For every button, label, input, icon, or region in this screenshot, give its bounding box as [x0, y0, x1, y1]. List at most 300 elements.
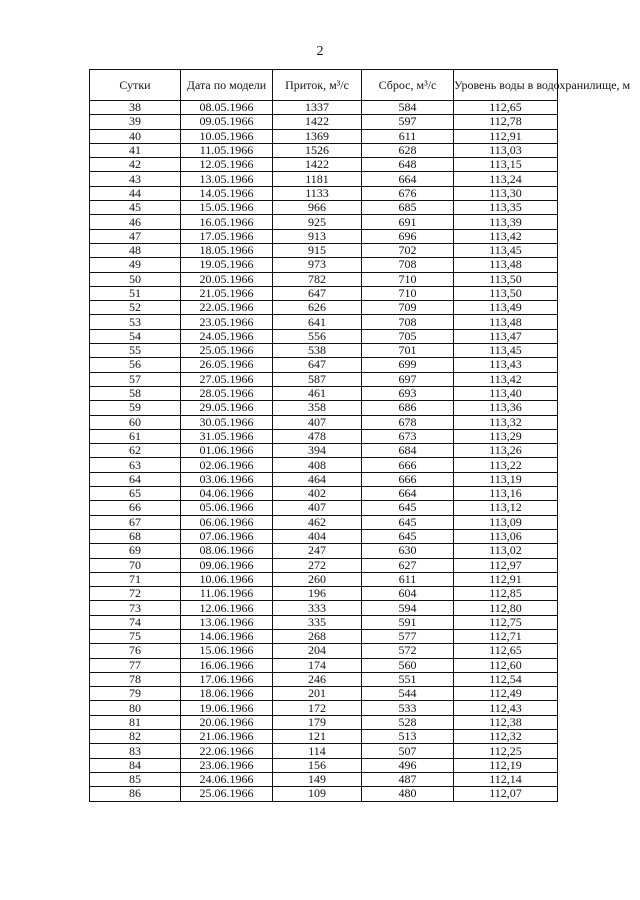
cell-inflow: 1133: [273, 186, 362, 200]
table-row: [90, 458, 558, 472]
cell-inflow: 172: [273, 701, 362, 715]
cell-inflow: 260: [273, 572, 362, 586]
cell-water-level: 113,48: [454, 258, 558, 272]
cell-model-date: 14.05.1966: [181, 186, 273, 200]
cell-model-date: 13.05.1966: [181, 172, 273, 186]
cell-water-level: 112,91: [454, 129, 558, 143]
cell-day: 57: [90, 372, 181, 386]
cell-water-level: 113,02: [454, 544, 558, 558]
cell-inflow: 201: [273, 687, 362, 701]
cell-model-date: 28.05.1966: [181, 386, 273, 400]
cell-inflow: 174: [273, 658, 362, 672]
table-row: [90, 215, 558, 229]
cell-model-date: 01.06.1966: [181, 444, 273, 458]
cell-model-date: 20.06.1966: [181, 715, 273, 729]
cell-water-level: 113,15: [454, 158, 558, 172]
table-body: [90, 101, 558, 802]
cell-discharge: 577: [362, 629, 454, 643]
cell-day: 56: [90, 358, 181, 372]
table-row: [90, 744, 558, 758]
cell-discharge: 507: [362, 744, 454, 758]
cell-discharge: 666: [362, 472, 454, 486]
cell-water-level: 113,30: [454, 186, 558, 200]
cell-model-date: 14.06.1966: [181, 629, 273, 643]
cell-discharge: 673: [362, 429, 454, 443]
cell-model-date: 12.05.1966: [181, 158, 273, 172]
cell-day: 72: [90, 587, 181, 601]
cell-inflow: 538: [273, 344, 362, 358]
cell-day: 84: [90, 758, 181, 772]
table-row: [90, 329, 558, 343]
cell-day: 38: [90, 101, 181, 115]
table-row: [90, 186, 558, 200]
cell-inflow: 1526: [273, 143, 362, 157]
cell-day: 53: [90, 315, 181, 329]
cell-discharge: 686: [362, 401, 454, 415]
cell-water-level: 112,25: [454, 744, 558, 758]
cell-inflow: 268: [273, 629, 362, 643]
cell-water-level: 113,12: [454, 501, 558, 515]
table-row: [90, 101, 558, 115]
cell-day: 71: [90, 572, 181, 586]
cell-water-level: 113,42: [454, 372, 558, 386]
cell-day: 70: [90, 558, 181, 572]
cell-discharge: 628: [362, 143, 454, 157]
cell-model-date: 15.05.1966: [181, 201, 273, 215]
table-row: [90, 129, 558, 143]
cell-model-date: 04.06.1966: [181, 487, 273, 501]
cell-model-date: 26.05.1966: [181, 358, 273, 372]
cell-inflow: 478: [273, 429, 362, 443]
cell-discharge: 513: [362, 730, 454, 744]
cell-inflow: 913: [273, 229, 362, 243]
cell-water-level: 112,38: [454, 715, 558, 729]
cell-discharge: 685: [362, 201, 454, 215]
cell-model-date: 08.05.1966: [181, 101, 273, 115]
cell-day: 40: [90, 129, 181, 143]
table-row: [90, 758, 558, 772]
cell-water-level: 113,22: [454, 458, 558, 472]
cell-model-date: 18.05.1966: [181, 243, 273, 257]
cell-water-level: 112,32: [454, 730, 558, 744]
cell-discharge: 544: [362, 687, 454, 701]
cell-day: 59: [90, 401, 181, 415]
cell-inflow: 556: [273, 329, 362, 343]
table-row: [90, 529, 558, 543]
cell-day: 48: [90, 243, 181, 257]
cell-discharge: 645: [362, 515, 454, 529]
cell-discharge: 710: [362, 286, 454, 300]
cell-inflow: 204: [273, 644, 362, 658]
cell-inflow: 121: [273, 730, 362, 744]
cell-day: 85: [90, 772, 181, 786]
cell-discharge: 594: [362, 601, 454, 615]
cell-water-level: 113,49: [454, 301, 558, 315]
table-row: [90, 658, 558, 672]
table-row: [90, 258, 558, 272]
cell-day: 66: [90, 501, 181, 515]
cell-water-level: 112,60: [454, 658, 558, 672]
cell-discharge: 699: [362, 358, 454, 372]
cell-day: 79: [90, 687, 181, 701]
table-row: [90, 243, 558, 257]
cell-water-level: 112,07: [454, 787, 558, 801]
cell-day: 49: [90, 258, 181, 272]
cell-water-level: 112,91: [454, 572, 558, 586]
table-row: [90, 143, 558, 157]
header-day: Сутки: [90, 70, 181, 101]
cell-discharge: 551: [362, 672, 454, 686]
cell-water-level: 112,19: [454, 758, 558, 772]
cell-model-date: 19.06.1966: [181, 701, 273, 715]
cell-water-level: 113,40: [454, 386, 558, 400]
table-row: [90, 272, 558, 286]
cell-water-level: 113,16: [454, 487, 558, 501]
page-number: 2: [316, 44, 324, 59]
cell-water-level: 113,45: [454, 243, 558, 257]
reservoir-data-table: [89, 69, 631, 802]
cell-inflow: 1337: [273, 101, 362, 115]
cell-model-date: 12.06.1966: [181, 601, 273, 615]
cell-day: 46: [90, 215, 181, 229]
cell-water-level: 112,75: [454, 615, 558, 629]
cell-model-date: 29.05.1966: [181, 401, 273, 415]
cell-discharge: 630: [362, 544, 454, 558]
cell-day: 58: [90, 386, 181, 400]
cell-model-date: 18.06.1966: [181, 687, 273, 701]
cell-day: 86: [90, 787, 181, 801]
cell-model-date: 20.05.1966: [181, 272, 273, 286]
table-row: [90, 687, 558, 701]
table-row: [90, 629, 558, 643]
table-row: [90, 672, 558, 686]
cell-discharge: 591: [362, 615, 454, 629]
cell-discharge: 645: [362, 501, 454, 515]
header-inflow: Приток, м³/с: [273, 70, 362, 101]
cell-day: 73: [90, 601, 181, 615]
cell-discharge: 487: [362, 772, 454, 786]
cell-water-level: 113,35: [454, 201, 558, 215]
table-row: [90, 501, 558, 515]
cell-discharge: 696: [362, 229, 454, 243]
header-model-date: Дата по модели: [181, 70, 273, 101]
cell-day: 64: [90, 472, 181, 486]
cell-discharge: 645: [362, 529, 454, 543]
cell-day: 43: [90, 172, 181, 186]
cell-discharge: 691: [362, 215, 454, 229]
cell-day: 74: [90, 615, 181, 629]
cell-day: 67: [90, 515, 181, 529]
cell-inflow: 272: [273, 558, 362, 572]
cell-water-level: 113,29: [454, 429, 558, 443]
cell-inflow: 782: [273, 272, 362, 286]
header-discharge: Сброс, м³/с: [362, 70, 454, 101]
cell-inflow: 464: [273, 472, 362, 486]
table-row: [90, 301, 558, 315]
table-row: [90, 587, 558, 601]
table-row: [90, 644, 558, 658]
cell-day: 83: [90, 744, 181, 758]
cell-water-level: 113,50: [454, 286, 558, 300]
cell-discharge: 708: [362, 315, 454, 329]
cell-inflow: 109: [273, 787, 362, 801]
table-row: [90, 286, 558, 300]
cell-day: 51: [90, 286, 181, 300]
cell-day: 69: [90, 544, 181, 558]
cell-discharge: 528: [362, 715, 454, 729]
cell-inflow: 1422: [273, 115, 362, 129]
cell-discharge: 611: [362, 572, 454, 586]
cell-model-date: 27.05.1966: [181, 372, 273, 386]
table-row: [90, 358, 558, 372]
table-row: [90, 715, 558, 729]
cell-day: 63: [90, 458, 181, 472]
cell-discharge: 664: [362, 487, 454, 501]
cell-inflow: 114: [273, 744, 362, 758]
cell-model-date: 21.05.1966: [181, 286, 273, 300]
cell-day: 78: [90, 672, 181, 686]
cell-model-date: 22.05.1966: [181, 301, 273, 315]
cell-inflow: 246: [273, 672, 362, 686]
table-row: [90, 730, 558, 744]
cell-day: 47: [90, 229, 181, 243]
cell-model-date: 08.06.1966: [181, 544, 273, 558]
table-row: [90, 472, 558, 486]
cell-water-level: 113,03: [454, 143, 558, 157]
cell-inflow: 333: [273, 601, 362, 615]
cell-inflow: 156: [273, 758, 362, 772]
cell-model-date: 02.06.1966: [181, 458, 273, 472]
cell-inflow: 915: [273, 243, 362, 257]
cell-discharge: 627: [362, 558, 454, 572]
cell-water-level: 112,85: [454, 587, 558, 601]
table-row: [90, 401, 558, 415]
cell-day: 82: [90, 730, 181, 744]
cell-model-date: 25.06.1966: [181, 787, 273, 801]
cell-discharge: 709: [362, 301, 454, 315]
cell-water-level: 113,19: [454, 472, 558, 486]
table-row: [90, 415, 558, 429]
cell-model-date: 23.06.1966: [181, 758, 273, 772]
cell-inflow: 1369: [273, 129, 362, 143]
cell-inflow: 973: [273, 258, 362, 272]
cell-model-date: 07.06.1966: [181, 529, 273, 543]
cell-discharge: 693: [362, 386, 454, 400]
cell-water-level: 112,65: [454, 101, 558, 115]
table-row: [90, 429, 558, 443]
cell-model-date: 30.05.1966: [181, 415, 273, 429]
table-row: [90, 572, 558, 586]
table-row: [90, 344, 558, 358]
cell-inflow: 462: [273, 515, 362, 529]
table-row: [90, 515, 558, 529]
cell-discharge: 697: [362, 372, 454, 386]
cell-discharge: 708: [362, 258, 454, 272]
cell-day: 62: [90, 444, 181, 458]
cell-discharge: 572: [362, 644, 454, 658]
table-row: [90, 315, 558, 329]
cell-discharge: 648: [362, 158, 454, 172]
cell-water-level: 113,06: [454, 529, 558, 543]
cell-water-level: 113,48: [454, 315, 558, 329]
cell-water-level: 112,43: [454, 701, 558, 715]
cell-discharge: 597: [362, 115, 454, 129]
cell-model-date: 21.06.1966: [181, 730, 273, 744]
cell-inflow: 402: [273, 487, 362, 501]
cell-model-date: 10.06.1966: [181, 572, 273, 586]
cell-model-date: 15.06.1966: [181, 644, 273, 658]
cell-inflow: 407: [273, 501, 362, 515]
table-row: [90, 201, 558, 215]
cell-discharge: 480: [362, 787, 454, 801]
cell-model-date: 25.05.1966: [181, 344, 273, 358]
cell-inflow: 647: [273, 286, 362, 300]
cell-inflow: 358: [273, 401, 362, 415]
cell-day: 77: [90, 658, 181, 672]
cell-water-level: 112,54: [454, 672, 558, 686]
table-row: [90, 701, 558, 715]
cell-day: 39: [90, 115, 181, 129]
cell-model-date: 17.06.1966: [181, 672, 273, 686]
cell-day: 65: [90, 487, 181, 501]
cell-day: 68: [90, 529, 181, 543]
cell-inflow: 407: [273, 415, 362, 429]
cell-discharge: 705: [362, 329, 454, 343]
cell-water-level: 113,24: [454, 172, 558, 186]
cell-inflow: 179: [273, 715, 362, 729]
cell-water-level: 113,09: [454, 515, 558, 529]
cell-discharge: 684: [362, 444, 454, 458]
cell-water-level: 112,49: [454, 687, 558, 701]
cell-water-level: 113,47: [454, 329, 558, 343]
cell-water-level: 113,43: [454, 358, 558, 372]
cell-water-level: 113,26: [454, 444, 558, 458]
cell-water-level: 112,80: [454, 601, 558, 615]
cell-model-date: 10.05.1966: [181, 129, 273, 143]
table-row: [90, 772, 558, 786]
cell-discharge: 533: [362, 701, 454, 715]
cell-day: 76: [90, 644, 181, 658]
table-row: [90, 558, 558, 572]
cell-discharge: 701: [362, 344, 454, 358]
cell-water-level: 113,50: [454, 272, 558, 286]
cell-model-date: 19.05.1966: [181, 258, 273, 272]
cell-model-date: 16.06.1966: [181, 658, 273, 672]
cell-water-level: 112,14: [454, 772, 558, 786]
table-row: [90, 372, 558, 386]
table-header-row: [90, 70, 558, 101]
cell-model-date: 31.05.1966: [181, 429, 273, 443]
cell-inflow: 461: [273, 386, 362, 400]
cell-water-level: 113,32: [454, 415, 558, 429]
cell-water-level: 113,36: [454, 401, 558, 415]
cell-discharge: 560: [362, 658, 454, 672]
cell-day: 42: [90, 158, 181, 172]
cell-inflow: 408: [273, 458, 362, 472]
cell-inflow: 641: [273, 315, 362, 329]
cell-day: 80: [90, 701, 181, 715]
cell-model-date: 13.06.1966: [181, 615, 273, 629]
table-row: [90, 158, 558, 172]
cell-inflow: 587: [273, 372, 362, 386]
cell-model-date: 24.06.1966: [181, 772, 273, 786]
cell-inflow: 925: [273, 215, 362, 229]
cell-model-date: 06.06.1966: [181, 515, 273, 529]
cell-day: 81: [90, 715, 181, 729]
cell-day: 75: [90, 629, 181, 643]
cell-water-level: 112,78: [454, 115, 558, 129]
cell-model-date: 03.06.1966: [181, 472, 273, 486]
cell-inflow: 196: [273, 587, 362, 601]
cell-inflow: 647: [273, 358, 362, 372]
cell-model-date: 11.05.1966: [181, 143, 273, 157]
cell-model-date: 11.06.1966: [181, 587, 273, 601]
table-row: [90, 787, 558, 801]
cell-discharge: 604: [362, 587, 454, 601]
cell-day: 44: [90, 186, 181, 200]
cell-model-date: 23.05.1966: [181, 315, 273, 329]
cell-discharge: 702: [362, 243, 454, 257]
cell-water-level: 112,65: [454, 644, 558, 658]
table-row: [90, 601, 558, 615]
cell-day: 61: [90, 429, 181, 443]
cell-discharge: 496: [362, 758, 454, 772]
cell-discharge: 584: [362, 101, 454, 115]
cell-model-date: 24.05.1966: [181, 329, 273, 343]
table-row: [90, 487, 558, 501]
cell-inflow: 626: [273, 301, 362, 315]
cell-inflow: 1181: [273, 172, 362, 186]
table-row: [90, 386, 558, 400]
table-row: [90, 615, 558, 629]
header-water-level: Уровень воды в водохранилище, м: [454, 70, 558, 101]
cell-day: 60: [90, 415, 181, 429]
table-row: [90, 172, 558, 186]
cell-day: 52: [90, 301, 181, 315]
cell-inflow: 149: [273, 772, 362, 786]
cell-inflow: 394: [273, 444, 362, 458]
table-row: [90, 115, 558, 129]
cell-inflow: 404: [273, 529, 362, 543]
cell-water-level: 113,42: [454, 229, 558, 243]
cell-water-level: 113,39: [454, 215, 558, 229]
cell-inflow: 335: [273, 615, 362, 629]
cell-model-date: 09.05.1966: [181, 115, 273, 129]
cell-day: 41: [90, 143, 181, 157]
cell-discharge: 666: [362, 458, 454, 472]
cell-discharge: 611: [362, 129, 454, 143]
cell-inflow: 966: [273, 201, 362, 215]
cell-discharge: 676: [362, 186, 454, 200]
table-row: [90, 544, 558, 558]
cell-discharge: 710: [362, 272, 454, 286]
cell-model-date: 05.06.1966: [181, 501, 273, 515]
cell-water-level: 112,97: [454, 558, 558, 572]
cell-discharge: 678: [362, 415, 454, 429]
table-row: [90, 444, 558, 458]
cell-water-level: 112,71: [454, 629, 558, 643]
cell-model-date: 22.06.1966: [181, 744, 273, 758]
cell-day: 54: [90, 329, 181, 343]
cell-water-level: 113,45: [454, 344, 558, 358]
cell-discharge: 664: [362, 172, 454, 186]
table-row: [90, 229, 558, 243]
cell-model-date: 16.05.1966: [181, 215, 273, 229]
cell-model-date: 17.05.1966: [181, 229, 273, 243]
cell-inflow: 1422: [273, 158, 362, 172]
cell-model-date: 09.06.1966: [181, 558, 273, 572]
cell-day: 50: [90, 272, 181, 286]
